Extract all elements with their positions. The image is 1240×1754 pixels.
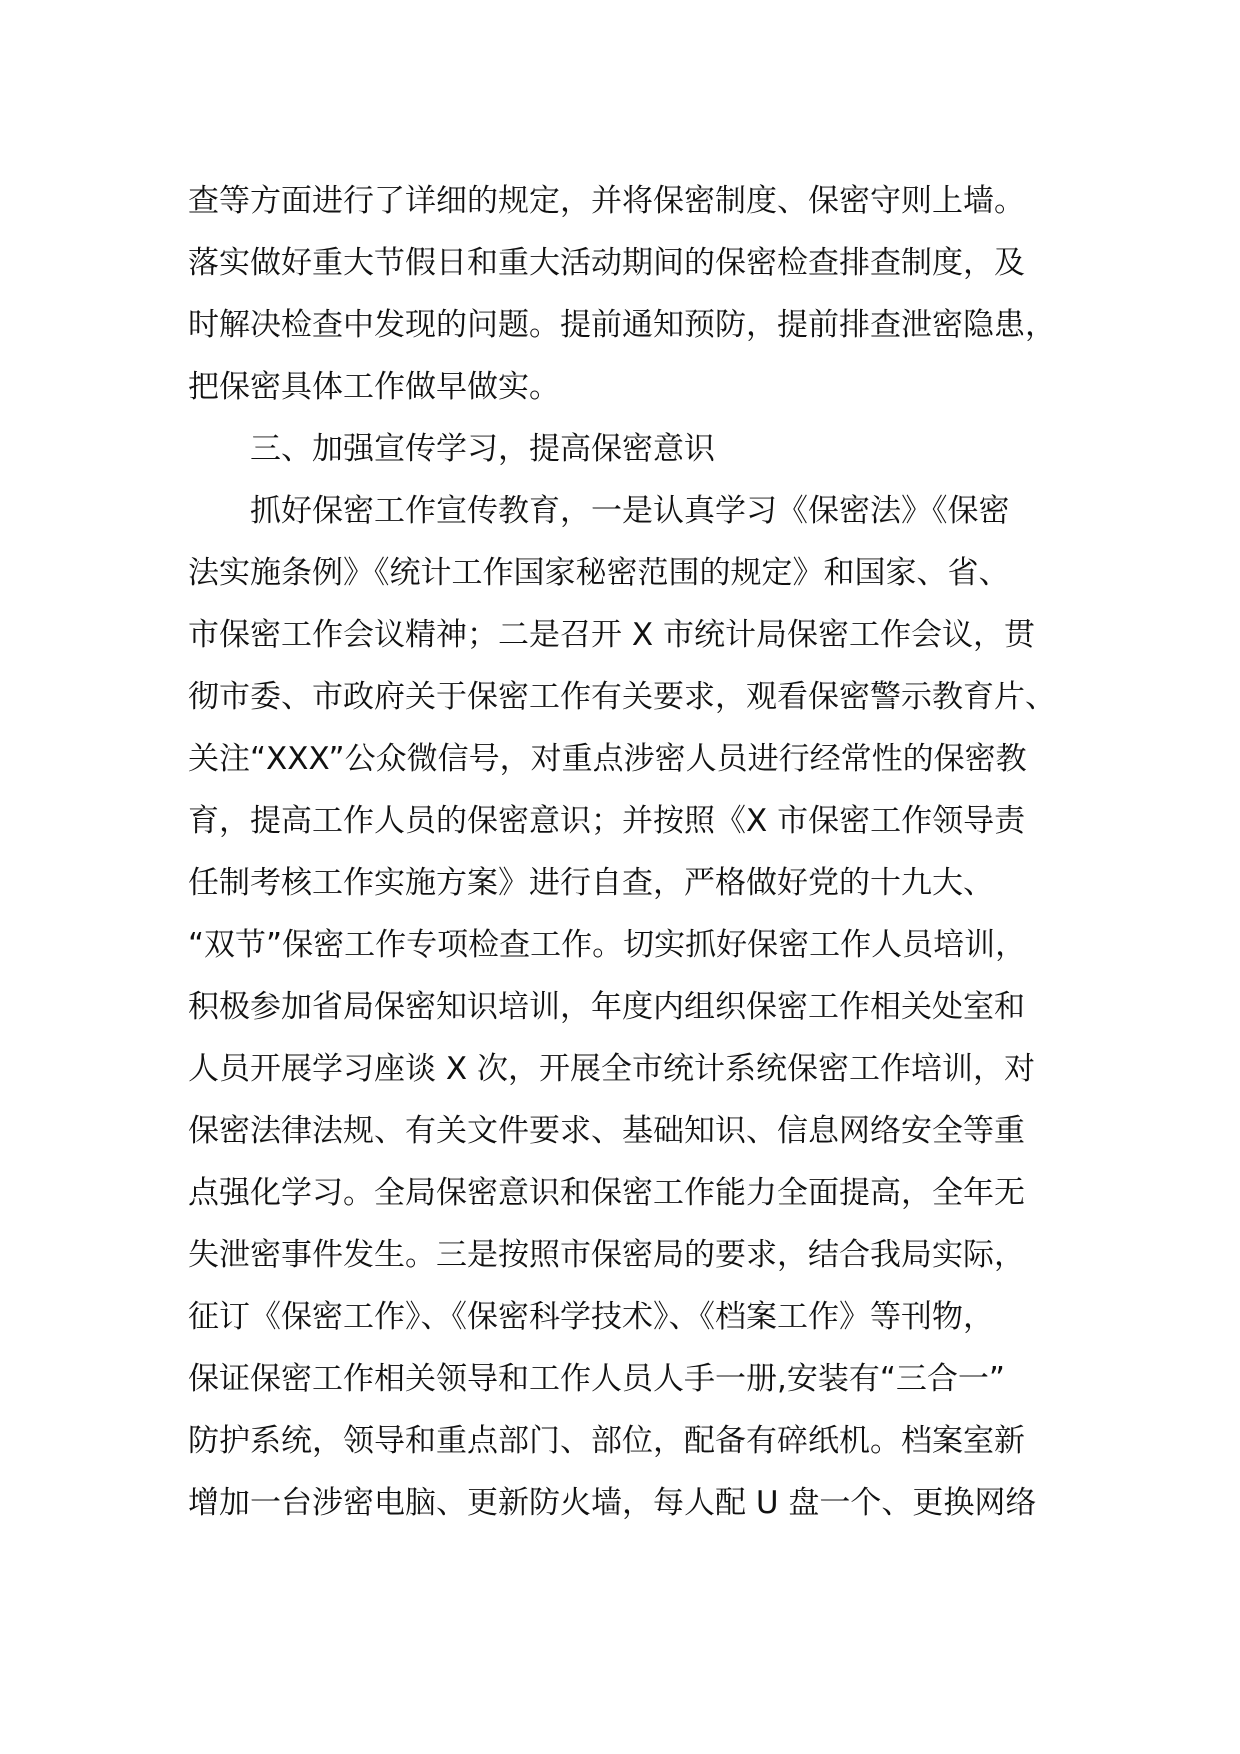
section-heading: 三、加强宣传学习，提高保密意识	[250, 431, 715, 467]
text-line: 市保密工作会议精神；二是召开 X 市统计局保密工作会议，贯	[188, 617, 1035, 653]
text-line: 把保密具体工作做早做实。	[188, 369, 560, 405]
text-line: 人员开展学习座谈 X 次，开展全市统计系统保密工作培训，对	[188, 1051, 1035, 1087]
text-line: 征订《保密工作》、《保密科学技术》、《档案工作》等刊物，	[188, 1299, 994, 1335]
text-line: 落实做好重大节假日和重大活动期间的保密检查排查制度，及	[188, 245, 1025, 281]
paragraph-first-line: 抓好保密工作宣传教育，一是认真学习《保密法》《保密	[250, 493, 1010, 529]
document-body	[188, 170, 1088, 1534]
text-line: 失泄密事件发生。三是按照市保密局的要求，结合我局实际，	[188, 1237, 1025, 1273]
text-line: 保证保密工作相关领导和工作人员人手一册,安装有“三合一”	[188, 1361, 1005, 1397]
text-line: 育，提高工作人员的保密意识；并按照《X 市保密工作领导责	[188, 803, 1026, 839]
text-line: 任制考核工作实施方案》进行自查，严格做好党的十九大、	[188, 865, 994, 901]
text-line: 增加一台涉密电脑、更新防火墙，每人配 U 盘一个、更换网络	[188, 1485, 1037, 1521]
text-line: 保密法律法规、有关文件要求、基础知识、信息网络安全等重	[188, 1113, 1025, 1149]
text-line: 关注“XXX”公众微信号，对重点涉密人员进行经常性的保密教	[188, 741, 1027, 777]
text-line: 点强化学习。全局保密意识和保密工作能力全面提高，全年无	[188, 1175, 1025, 1211]
text-line: 查等方面进行了详细的规定，并将保密制度、保密守则上墙。	[188, 183, 1025, 219]
text-line: 防护系统，领导和重点部门、部位，配备有碎纸机。档案室新	[188, 1423, 1025, 1459]
text-line: “双节”保密工作专项检查工作。切实抓好保密工作人员培训，	[188, 927, 1027, 963]
text-line: 彻市委、市政府关于保密工作有关要求，观看保密警示教育片、	[188, 679, 1056, 715]
text-line: 时解决检查中发现的问题。提前通知预防，提前排查泄密隐患，	[188, 307, 1056, 343]
text-line: 法实施条例》《统计工作国家秘密范围的规定》和国家、省、	[188, 555, 1010, 591]
text-line: 积极参加省局保密知识培训，年度内组织保密工作相关处室和	[188, 989, 1025, 1025]
